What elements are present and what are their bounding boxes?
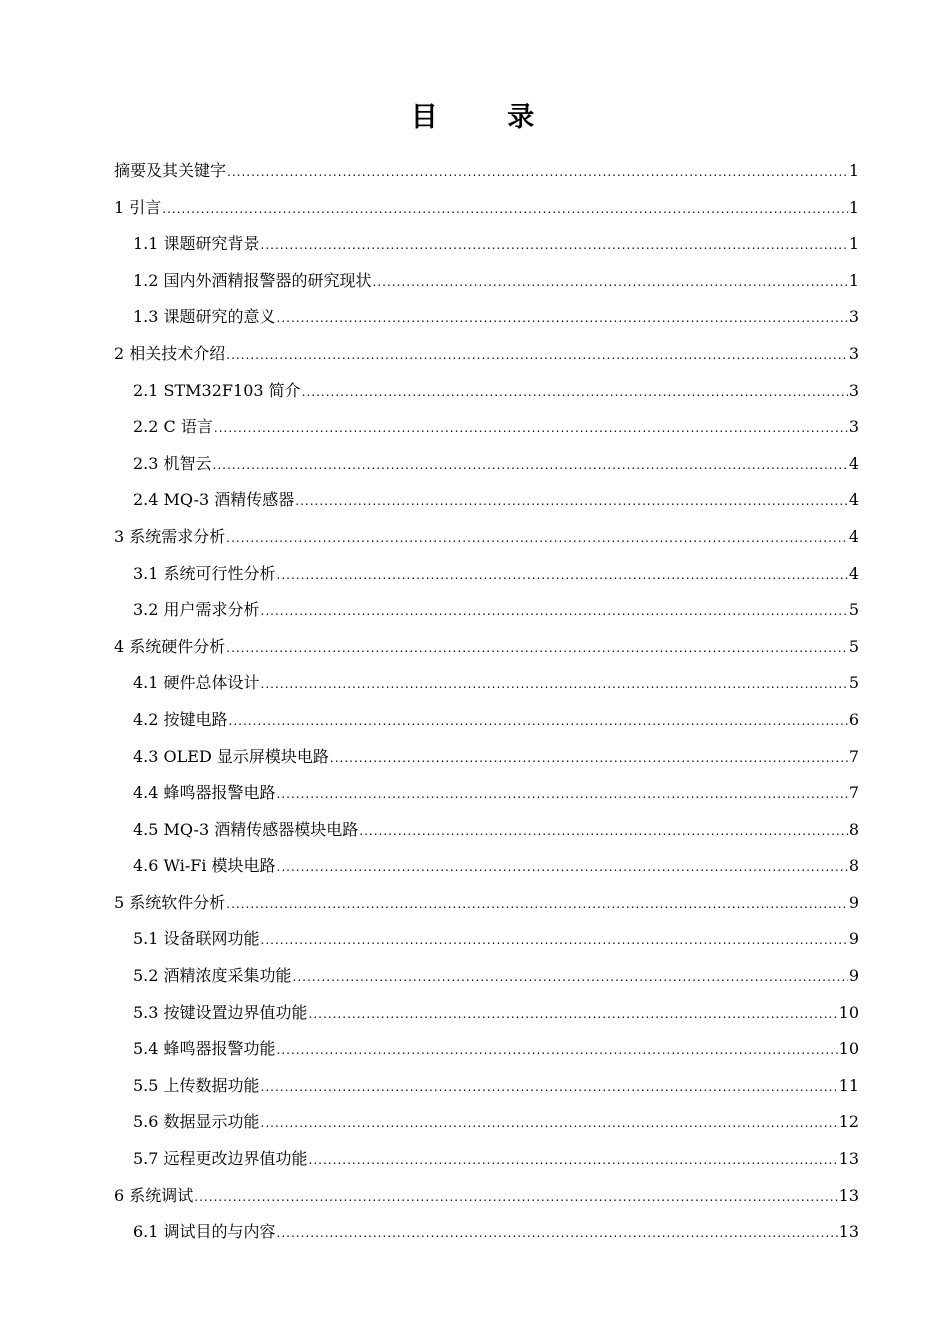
toc-page-number: 3 <box>848 307 859 327</box>
toc-entry[interactable] <box>114 519 859 556</box>
toc-dot-leader <box>261 666 848 703</box>
toc-entry-text: 1 引言 <box>114 197 162 217</box>
toc-page-number: 3 <box>848 417 859 437</box>
toc-page-number: 11 <box>838 1075 859 1095</box>
toc-dot-leader <box>277 776 848 813</box>
toc-dot-leader <box>277 1032 838 1069</box>
toc-page-number: 8 <box>848 819 859 839</box>
toc-entry-text: 2.3 机智云 <box>133 453 212 473</box>
toc-entry-text: 摘要及其关键字 <box>114 161 227 180</box>
toc-entry-text: 4.3 OLED 显示屏模块电路 <box>133 746 329 766</box>
toc-entry-text: 4.5 MQ-3 酒精传感器模块电路 <box>133 819 359 839</box>
toc-page-number: 12 <box>838 1112 859 1132</box>
toc-entry-text: 5.6 数据显示功能 <box>133 1112 260 1132</box>
toc-entry-text: 2 相关技术介绍 <box>114 343 226 363</box>
toc-dot-leader <box>261 227 848 264</box>
toc-page-number: 7 <box>848 746 859 766</box>
toc-entry-text: 4.6 Wi-Fi 模块电路 <box>133 856 276 876</box>
toc-entry-text: 1.2 国内外酒精报警器的研究现状 <box>133 270 372 290</box>
toc-dot-leader <box>373 264 848 301</box>
toc-page-number: 8 <box>848 856 859 876</box>
toc-page-number: 6 <box>848 709 859 729</box>
toc-page-number: 1 <box>848 197 859 217</box>
toc-entry[interactable] <box>114 921 859 958</box>
toc-page-number: 3 <box>848 343 859 363</box>
toc-dot-leader <box>359 813 848 850</box>
toc-entry[interactable] <box>114 1214 859 1251</box>
toc-page-number: 4 <box>848 490 859 510</box>
toc-page-number: 4 <box>848 563 859 583</box>
toc-dot-leader <box>261 922 848 959</box>
toc-dot-leader <box>213 447 848 484</box>
toc-page-number: 9 <box>848 966 859 986</box>
toc-entry[interactable] <box>114 556 859 593</box>
toc-dot-leader <box>309 996 838 1033</box>
toc-entry-text: 5.5 上传数据功能 <box>133 1075 260 1095</box>
toc-page-number: 13 <box>838 1149 859 1169</box>
toc-entry-text: 5 系统软件分析 <box>114 892 226 912</box>
toc-dot-leader <box>302 374 848 411</box>
toc-entry[interactable] <box>114 995 859 1032</box>
toc-dot-leader <box>226 520 848 557</box>
toc-entry-text: 5.3 按键设置边界值功能 <box>133 1002 308 1022</box>
toc-entry[interactable] <box>114 263 859 300</box>
toc-entry-text: 2.4 MQ-3 酒精传感器 <box>133 490 295 510</box>
toc-page-number: 4 <box>848 453 859 473</box>
toc-dot-leader <box>277 300 848 337</box>
toc-entry-text: 3.1 系统可行性分析 <box>133 563 276 583</box>
toc-entry[interactable] <box>114 592 859 629</box>
toc-entry[interactable] <box>114 885 859 922</box>
toc-entry[interactable] <box>114 446 859 483</box>
toc-entry[interactable] <box>114 226 859 263</box>
toc-entry[interactable] <box>114 153 859 190</box>
toc-entry[interactable] <box>114 1141 859 1178</box>
toc-page-number: 5 <box>848 600 859 620</box>
toc-entry[interactable] <box>114 1104 859 1141</box>
toc-entry-text: 5.4 蜂鸣器报警功能 <box>133 1039 276 1059</box>
toc-entry-text: 2.1 STM32F103 简介 <box>133 380 301 400</box>
toc-entry[interactable] <box>114 1031 859 1068</box>
toc-dot-leader <box>214 410 848 447</box>
toc-entry[interactable] <box>114 812 859 849</box>
toc-dot-leader <box>309 1142 838 1179</box>
toc-entry[interactable] <box>114 629 859 666</box>
toc-page-number: 10 <box>838 1002 859 1022</box>
toc-page-number: 10 <box>838 1039 859 1059</box>
toc-entry[interactable] <box>114 1068 859 1105</box>
toc-dot-leader <box>277 557 848 594</box>
toc-entry-text: 4.2 按键电路 <box>133 709 228 729</box>
toc-dot-leader <box>261 1105 838 1142</box>
toc-page-number: 5 <box>848 673 859 693</box>
toc-page-number: 3 <box>848 380 859 400</box>
toc-page-number: 13 <box>838 1222 859 1242</box>
toc-entry[interactable] <box>114 190 859 227</box>
toc-entry[interactable] <box>114 848 859 885</box>
toc-dot-leader <box>226 886 848 923</box>
toc-entry-text: 1.3 课题研究的意义 <box>133 307 276 327</box>
toc-page-number: 1 <box>848 234 859 254</box>
toc-page-number: 9 <box>848 892 859 912</box>
toc-entry-text: 6.1 调试目的与内容 <box>133 1222 276 1242</box>
toc-entry-text: 3.2 用户需求分析 <box>133 600 260 620</box>
toc-entry[interactable] <box>114 336 859 373</box>
toc-entry[interactable] <box>114 958 859 995</box>
toc-entry[interactable] <box>114 1178 859 1215</box>
toc-page-number: 1 <box>848 270 859 290</box>
toc-entry-text: 4.4 蜂鸣器报警电路 <box>133 783 276 803</box>
toc-dot-leader <box>277 849 848 886</box>
toc-entry-text: 2.2 C 语言 <box>133 417 213 437</box>
toc-page-number: 1 <box>848 161 859 180</box>
toc-dot-leader <box>295 483 848 520</box>
toc-entry[interactable] <box>114 409 859 446</box>
toc-dot-leader <box>261 1069 838 1106</box>
toc-list <box>114 153 859 1251</box>
toc-page-number: 4 <box>848 526 859 546</box>
toc-page-number: 5 <box>848 636 859 656</box>
toc-dot-leader <box>261 593 848 630</box>
toc-dot-leader <box>293 959 848 996</box>
toc-dot-leader <box>226 630 848 667</box>
toc-entry[interactable] <box>114 702 859 739</box>
toc-entry[interactable] <box>114 373 859 410</box>
toc-entry-text: 6 系统调试 <box>114 1185 194 1205</box>
toc-entry-text: 4.1 硬件总体设计 <box>133 673 260 693</box>
toc-page-number: 13 <box>838 1185 859 1205</box>
toc-entry-text: 4 系统硬件分析 <box>114 636 226 656</box>
toc-entry-text: 5.7 远程更改边界值功能 <box>133 1149 308 1169</box>
toc-entry[interactable] <box>114 739 859 776</box>
toc-dot-leader <box>226 337 848 374</box>
toc-page-number: 7 <box>848 783 859 803</box>
toc-dot-leader <box>229 703 848 740</box>
toc-dot-leader <box>162 191 848 228</box>
toc-entry[interactable] <box>114 665 859 702</box>
toc-title: 目 录 <box>410 102 565 133</box>
toc-dot-leader <box>330 740 848 777</box>
toc-page-number: 9 <box>848 929 859 949</box>
toc-entry[interactable] <box>114 775 859 812</box>
toc-entry[interactable] <box>114 482 859 519</box>
toc-dot-leader <box>194 1179 837 1216</box>
toc-entry-text: 1.1 课题研究背景 <box>133 234 260 254</box>
toc-entry-text: 3 系统需求分析 <box>114 526 226 546</box>
toc-dot-leader <box>277 1215 838 1252</box>
toc-entry-text: 5.1 设备联网功能 <box>133 929 260 949</box>
toc-dot-leader <box>227 154 848 191</box>
toc-entry[interactable] <box>114 299 859 336</box>
toc-entry-text: 5.2 酒精浓度采集功能 <box>133 966 292 986</box>
